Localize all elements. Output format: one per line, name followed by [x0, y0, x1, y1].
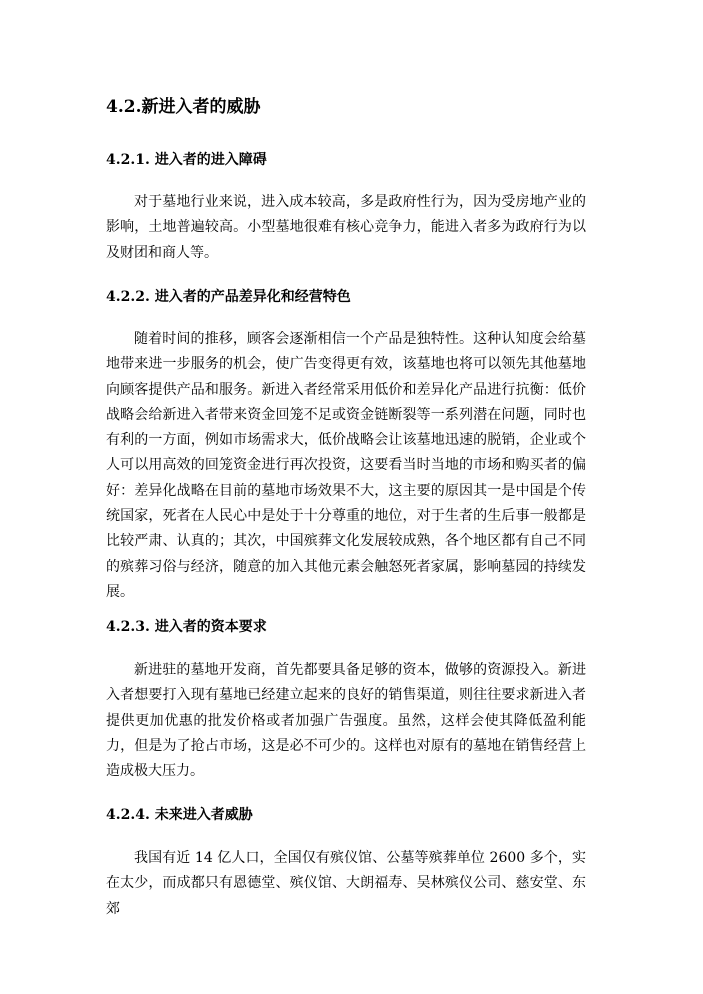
subsection-heading-4-2-3: 4.2.3. 进入者的资本要求	[106, 619, 267, 635]
paragraph-4-2-3: 新进驻的墓地开发商，首先都要具备足够的资本，做够的资源投入。新进入者想要打入现有墓地已经建立起来的良好的销售渠道，则往往要求新进入者提供更加优惠的批发价格或者加强广告强度。虽然，这样会使其降低盈利能力，但是为了抢占市场，这是必不可少的。这样也对原有的墓地在销售经营上造成极大压力。	[106, 662, 586, 780]
paragraph-4-2-1: 对于墓地行业来说，进入成本较高，多是政府性行为，因为受房地产业的影响，土地普遍较高。小型墓地很难有核心竞争力，能进入者多为政府行为以及财团和商人等。	[106, 194, 586, 261]
paragraph-4-2-2: 随着时间的推移，顾客会逐渐相信一个产品是独特性。这种认知度会给墓地带来进一步服务的机会，使广告变得更有效，该墓地也将可以领先其他墓地向顾客提供产品和服务。新进入者经常采用低价和差异化产品进行抗衡：低价战略会给新进入者带来资金回笼不足或资金链断裂等一系列潜在问题，同时也有利的一方面，例如市场需求大，低价战略会让该墓地迅速的脱销，企业或个人可以用高效的回笼资金进行再次投资，这要看当时当地的市场和购买者的偏好：差异化战略在目前的墓地市场效果不大，这主要的原因其一是中国是个传统国家，死者在人民心中是处于十分尊重的地位，对于生者的生后事一般都是比较严肃、认真的；其次，中国殡葬文化发展较成熟，各个地区都有自己不同的殡葬习俗与经济，随意的加入其他元素会触怒死者家属，影响墓园的持续发展。	[106, 331, 586, 600]
subsection-heading-4-2-4: 4.2.4. 未来进入者威胁	[106, 807, 253, 823]
subsection-heading-4-2-1: 4.2.1. 进入者的进入障碍	[106, 152, 267, 168]
paragraph-4-2-4: 我国有近 14 亿人口，全国仅有殡仪馆、公墓等殡葬单位 2600 多个，实在太少，而成都只有恩德堂、殡仪馆、大朗福寿、吴林殡仪公司、慈安堂、东郊	[106, 850, 586, 917]
subsection-heading-4-2-2: 4.2.2. 进入者的产品差异化和经营特色	[106, 289, 351, 305]
section-title: 4.2.新进入者的威胁	[106, 97, 261, 117]
